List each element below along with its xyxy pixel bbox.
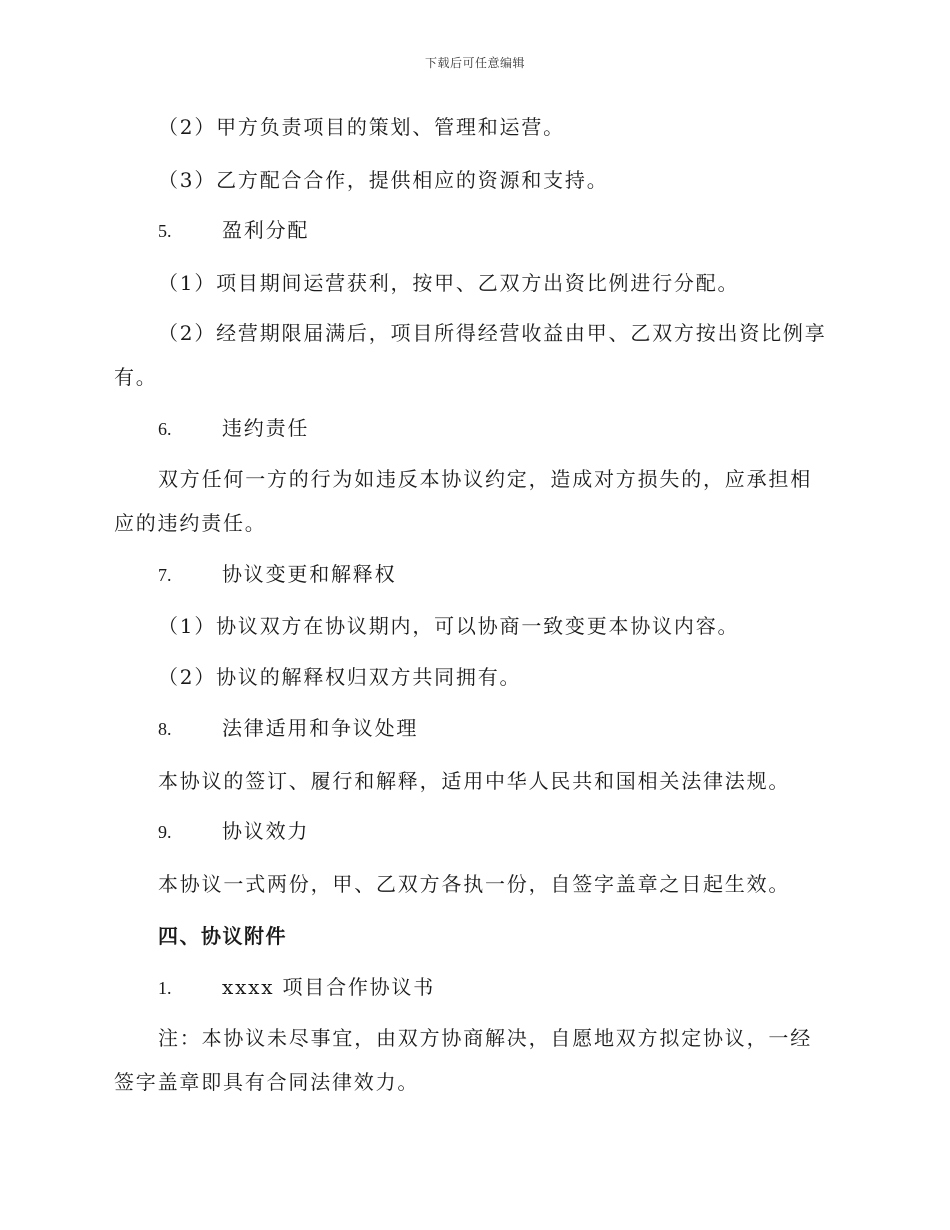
- section-heading: [158, 406, 309, 451]
- section-number: 9.: [158, 822, 172, 842]
- chapter-heading: 四、协议附件: [158, 924, 287, 948]
- paragraph: （2）甲方负责项目的策划、管理和运营。: [158, 115, 565, 139]
- paragraph: （2）经营期限届满后，项目所得经营收益由甲、乙双方按出资比例享有。: [114, 321, 827, 389]
- paragraph: （1）协议双方在协议期内，可以协商一致变更本协议内容。: [158, 614, 740, 638]
- section-title: 违约责任: [222, 416, 310, 440]
- section-title: 法律适用和争议处理: [222, 716, 419, 740]
- section-number: 6.: [158, 419, 172, 439]
- section-heading: [158, 706, 418, 751]
- section-number: 5.: [158, 221, 172, 241]
- section-heading: [158, 965, 435, 1010]
- paragraph: 本协议一式两份，甲、乙双方各执一份，自签字盖章之日起生效。: [158, 872, 791, 896]
- section-heading: [158, 552, 396, 597]
- paragraph: 双方任何一方的行为如违反本协议约定，造成对方损失的，应承担相应的违约责任。: [114, 467, 812, 535]
- section-number: 8.: [158, 719, 172, 739]
- section-number: 1.: [158, 978, 172, 998]
- paragraph: 本协议的签订、履行和解释，适用中华人民共和国相关法律法规。: [158, 769, 791, 793]
- section-heading: [158, 809, 309, 854]
- section-title: xxxx 项目合作协议书: [222, 975, 436, 999]
- paragraph: 注：本协议未尽事宜，由双方协商解决，自愿地双方拟定协议，一经签字盖章即具有合同法律效力。: [114, 1026, 812, 1094]
- section-number: 7.: [158, 565, 172, 585]
- paragraph: （3）乙方配合合作，提供相应的资源和支持。: [158, 168, 609, 192]
- section-heading: [158, 208, 309, 253]
- section-title: 协议效力: [222, 819, 310, 843]
- page-header: 下载后可任意编辑: [424, 56, 525, 70]
- paragraph: （1）项目期间运营获利，按甲、乙双方出资比例进行分配。: [158, 271, 740, 295]
- section-title: 盈利分配: [222, 218, 310, 242]
- section-title: 协议变更和解释权: [222, 562, 397, 586]
- paragraph: （2）协议的解释权归双方共同拥有。: [158, 665, 522, 689]
